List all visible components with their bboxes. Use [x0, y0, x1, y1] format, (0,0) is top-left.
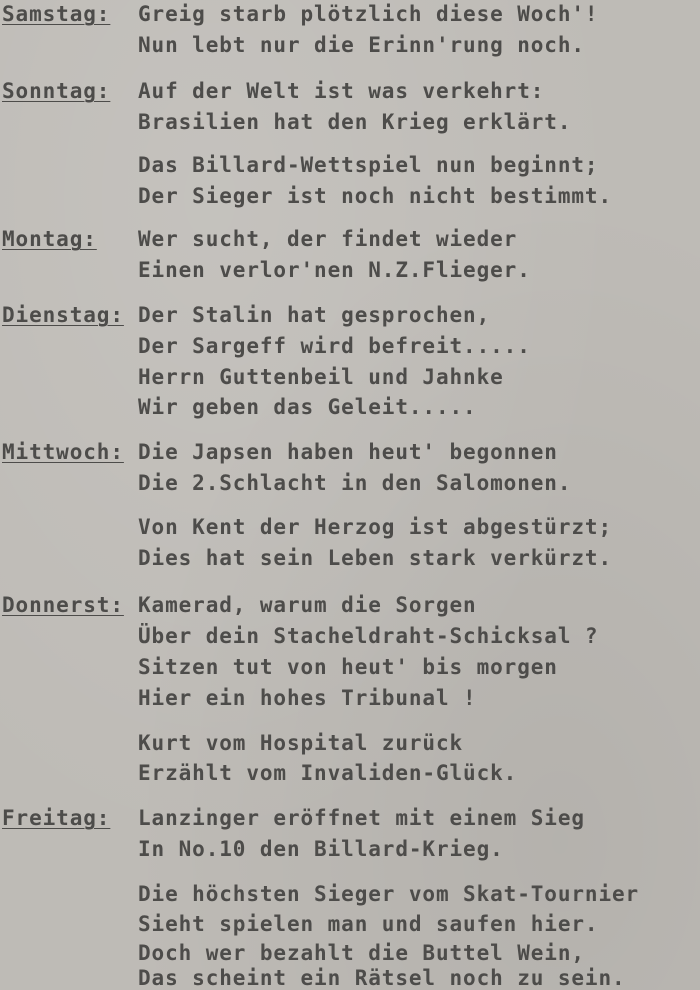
verse-line: Herrn Guttenbeil und Jahnke [138, 365, 504, 389]
verse-line: Der Sieger ist noch nicht bestimmt. [138, 184, 613, 208]
verse-line: Die 2.Schlacht in den Salomonen. [138, 471, 572, 495]
verse-line: Lanzinger eröffnet mit einem Sieg [138, 806, 585, 830]
verse-line: Die Japsen haben heut' begonnen [138, 440, 558, 464]
verse-line: Kurt vom Hospital zurück [138, 731, 464, 755]
day-label-mittwoch: Mittwoch: [2, 440, 124, 464]
verse-line: Brasilien hat den Krieg erklärt. [138, 110, 572, 134]
day-label-dienstag: Dienstag: [2, 303, 124, 327]
verse-line: Dies hat sein Leben stark verkürzt. [138, 546, 613, 570]
verse-line: Erzählt vom Invaliden-Glück. [138, 761, 518, 785]
verse-line: Von Kent der Herzog ist abgestürzt; [138, 515, 613, 539]
verse-line: Sitzen tut von heut' bis morgen [138, 655, 558, 679]
day-label-samstag: Samstag: [2, 2, 111, 26]
verse-line: Der Sargeff wird befreit..... [138, 334, 531, 358]
day-label-sonntag: Sonntag: [2, 79, 111, 103]
verse-line: Doch wer bezahlt die Buttel Wein, [138, 941, 585, 965]
verse-line: Wir geben das Geleit..... [138, 395, 477, 419]
day-label-montag: Montag: [2, 227, 97, 251]
verse-line: Das scheint ein Rätsel noch zu sein. [138, 966, 626, 990]
verse-line: Über dein Stacheldraht-Schicksal ? [138, 624, 599, 648]
verse-line: Das Billard-Wettspiel nun beginnt; [138, 153, 599, 177]
verse-line: Auf der Welt ist was verkehrt: [138, 79, 545, 103]
verse-line: Kamerad, warum die Sorgen [138, 593, 477, 617]
verse-line: Einen verlor'nen N.Z.Flieger. [138, 258, 531, 282]
verse-line: In No.10 den Billard-Krieg. [138, 837, 504, 861]
day-label-freitag: Freitag: [2, 806, 111, 830]
verse-line: Wer sucht, der findet wieder [138, 227, 518, 251]
verse-line: Die höchsten Sieger vom Skat-Tournier [138, 882, 640, 906]
verse-line: Sieht spielen man und saufen hier. [138, 912, 599, 936]
verse-line: Nun lebt nur die Erinn'rung noch. [138, 33, 585, 57]
verse-line: Der Stalin hat gesprochen, [138, 303, 491, 327]
verse-line: Greig starb plötzlich diese Woch'! [138, 2, 599, 26]
day-label-donnerstag: Donnerst: [2, 593, 124, 617]
verse-line: Hier ein hohes Tribunal ! [138, 686, 477, 710]
